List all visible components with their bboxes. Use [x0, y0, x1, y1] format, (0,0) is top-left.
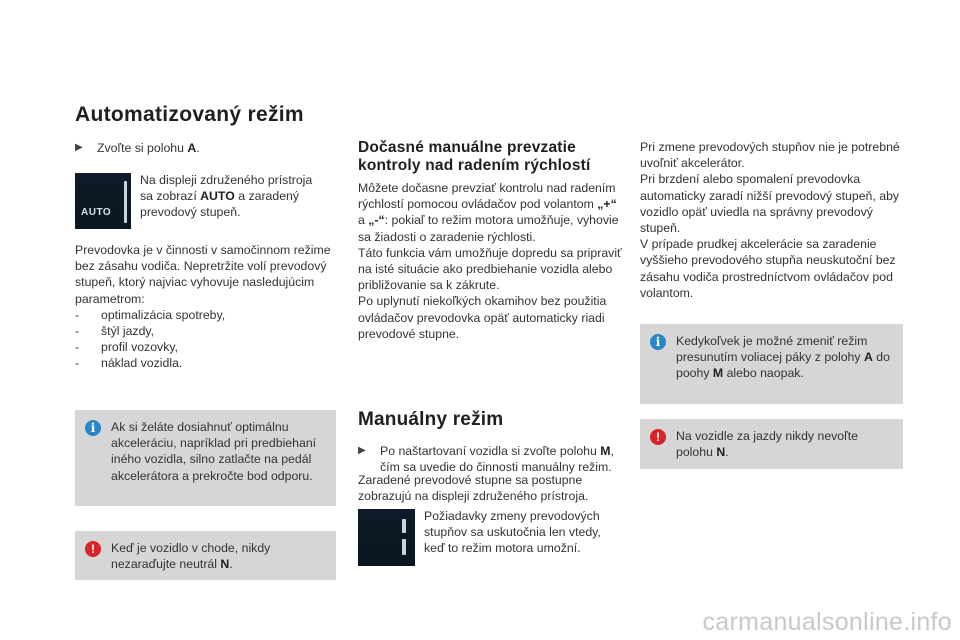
info-icon: i: [85, 420, 101, 436]
warning-icon: [85, 541, 101, 557]
display-manual-image: [358, 509, 415, 566]
section-title-temporary-manual: Dočasné manuálne prevzatie kontroly nad radením rýchlostí: [358, 139, 591, 174]
display-gear-bar-bottom: [402, 539, 406, 555]
info-icon: i: [650, 334, 666, 350]
pointer-icon: ▶︎: [75, 142, 83, 153]
manual-display-note: Požiadavky zmeny prevodových stupňov sa uskutočnia len vtedy, keď to režim motora umožní.: [424, 509, 601, 556]
pointer-icon: ▶︎: [358, 445, 366, 456]
list-item: - štýl jazdy,: [75, 323, 340, 339]
display-gear-bar-top: [402, 519, 406, 533]
step-select-m: ▶︎ Po naštartovaní vozidla si zvoľte polohu M, čím sa uvedie do činnosti manuálny režim.: [358, 444, 614, 475]
warning-box-position-n: ! Na vozidle za jazdy nikdy nevoľte polohu N.: [640, 419, 903, 469]
list-item: - profil vozovky,: [75, 339, 340, 355]
temporary-manual-text: Môžete dočasne prevziať kontrolu nad radením rýchlostí pomocou ovládačov pod volantom „+“ a „-“: pokiaľ to režim motora umožňuje, vyhovie sa žiadosti o zaradenie rýchlosti. Táto funkcia vám umožňuje dopredu sa pripraviť na isté situácie ako predbiehanie vozidla alebo približovanie sa k zákrute. Po uplynutí niekoľkých okamihov bez použitia ovládačov prevodovka opäť automaticky riadi prevodové stupne.: [358, 181, 622, 341]
page-title: Automatizovaný režim: [75, 103, 304, 126]
display-auto-label: AUTO: [81, 207, 112, 218]
display-gear-bar: [124, 181, 127, 223]
display-auto-image: [75, 173, 131, 229]
warning-box-neutral: ! Keď je vozidlo v chode, nikdy nezaraďujte neutrál N.: [75, 531, 336, 580]
step-select-a: ▶︎ Zvoľte si polohu A.: [75, 141, 200, 155]
list-item: - náklad vozidla.: [75, 355, 340, 371]
warning-icon: [650, 429, 666, 445]
params-list: [75, 307, 340, 372]
manual-mode-text: Zaradené prevodové stupne sa postupne zobrazujú na displeji združeného prístroja.: [358, 473, 589, 504]
display-note: Na displeji združeného prístroja sa zobrazí AUTO a zaradený prevodový stupeň.: [140, 173, 313, 220]
info-box-acceleration: i Ak si želáte dosiahnuť optimálnu akceleráciu, napríklad pri predbiehaní iného vozidla, silno zatlačte na pedál akcelerátora a prekročte bod odporu.: [75, 410, 336, 506]
info-box-mode-change: i Kedykoľvek je možné zmeniť režim presunutím voliacej páky z polohy A do poohy M alebo naopak.: [640, 324, 903, 404]
section-title-manual-mode: Manuálny režim: [358, 409, 504, 430]
right-column-text: Pri zmene prevodových stupňov nie je potrebné uvoľniť akcelerátor. Pri brzdení alebo spomalení prevodovka automaticky zaradí nižší prevodový stupeň, aby vozidlo opäť uviedla na správny prevodový stupeň. V prípade prudkej akcelerácie sa zaradenie vyššieho prevodového stupňa neuskutoční bez zásahu vodiča prostredníctvom ovládačov pod volantom.: [640, 140, 900, 300]
watermark: carmanualsonline.info: [702, 608, 952, 636]
list-item: - optimalizácia spotreby,: [75, 307, 340, 323]
auto-mode-paragraph: Prevodovka je v činnosti v samočinnom režime bez zásahu vodiča. Nepretržite volí prevodový stupeň, ktorý najviac vyhovuje nasledujúcim parametrom: - optimalizácia spotreby, - štýl jazdy, - profil vozovky, - náklad vozidla.: [75, 242, 340, 372]
